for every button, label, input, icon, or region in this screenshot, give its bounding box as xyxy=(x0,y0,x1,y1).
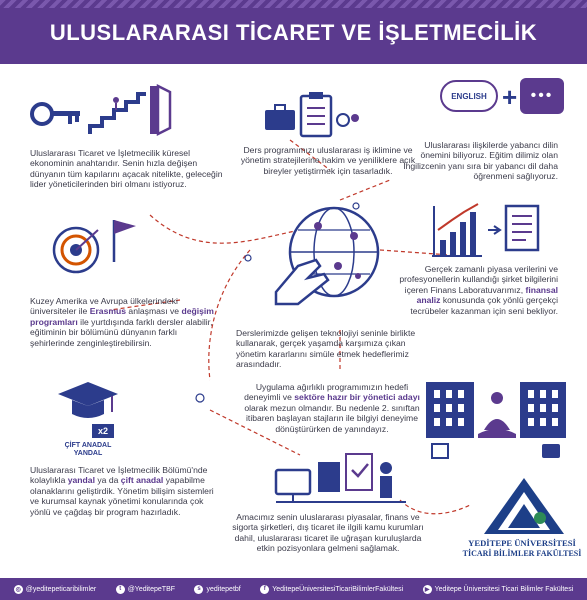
snapchat-handle: yeditepetbf xyxy=(206,585,241,593)
building-meditation-icon xyxy=(422,372,572,472)
instagram-handle: @yeditepeticaribilimler xyxy=(25,585,97,593)
manager-highlight: sektöre hazır bir yönetici adayı xyxy=(294,392,420,403)
graduation-cap-icon xyxy=(58,376,118,426)
briefcase-clipboard-icon xyxy=(265,92,365,142)
erasmus-highlight: Erasmus xyxy=(89,306,127,317)
double-text-part: yapabilme olanaklarını geliştirdik. Yönetim bilişim sistemleri ve kurumsal kaynak yönetimi konularında çok yönlü ve çağdaş bir program hazırladık. xyxy=(30,475,214,517)
snapchat-icon: s xyxy=(194,585,203,594)
double-major-label xyxy=(48,442,128,458)
office-desk-icon xyxy=(276,448,406,508)
university-logo-icon xyxy=(484,478,564,536)
internship-text xyxy=(242,382,422,434)
internship-text-part: Uygulama ağırlıklı programımızın hedefi deneyimli ve xyxy=(244,382,409,403)
globe-hand-icon xyxy=(268,196,388,316)
x2-badge: x2 xyxy=(92,424,114,438)
facebook-icon: f xyxy=(260,585,269,594)
page-title: ULUSLARARASI TİCARET VE İŞLETMECİLİK xyxy=(49,20,538,45)
minor-highlight: yandal xyxy=(67,475,95,486)
career-stairs-icon xyxy=(28,82,188,142)
chart-document-icon xyxy=(432,200,552,260)
footer-item-instagram[interactable] xyxy=(14,585,97,594)
program-text: Ders programımızı uluslararası iş iklimine ve yönetim stratejilerine hakim ve yeniliklere açık bireyler yetiştirmek için tasarladık. xyxy=(240,145,416,176)
chat-bubble-icon: ••• xyxy=(520,78,564,114)
footer-item-twitter[interactable] xyxy=(116,585,175,594)
exchange-highlight: değişim programları xyxy=(30,306,214,327)
footer-item-facebook[interactable] xyxy=(260,585,403,594)
language-text: Uluslararası ilişkilerde yabancı dilin önemini biliyoruz. Eğitim dilimiz olan İngilizcenin yanı sıra bir yabancı dil daha öğrenmeni sağlıyoruz. xyxy=(403,140,558,182)
footer-item-snapchat[interactable] xyxy=(194,585,240,594)
double-text-part: ya da xyxy=(97,475,119,486)
erasmus-text xyxy=(30,296,220,348)
twitter-icon: t xyxy=(116,585,125,594)
footer-item-youtube[interactable] xyxy=(423,585,574,594)
twitter-handle: @YeditepeTBF xyxy=(127,585,176,593)
tech-text: Derslerimizde gelişen teknolojiyi seninle birlikte kullanarak, gerçek yaşamda karşımıza çıkan yönetim kararlarını simüle etmek hedeflerimiz arasındadır. xyxy=(236,328,416,370)
double-major-text xyxy=(30,465,222,517)
erasmus-text-part: anlaşması ve xyxy=(128,306,180,317)
facebook-handle: YeditepeÜniversitesiTicariBilimlerFakültesi xyxy=(272,585,404,593)
faculty-name: TİCARİ BİLİMLER FAKÜLTESİ xyxy=(462,549,582,558)
english-bubble: ENGLISH xyxy=(440,80,498,112)
plus-sign: + xyxy=(502,82,518,112)
finance-text-part: Gerçek zamanlı piyasa verilerini ve profesyonellerin kullandığı şirket bilgilerini içeren Finans Laboratuvarımız, xyxy=(399,264,558,295)
career-text: Amacımız senin uluslararası piyasalar, finans ve sigorta şirketleri, dış ticaret ile ilgili kamu kurumları dahil, uluslararası ticaret ile uğraşan kuruluşlarda etkin pozisyonlara gelmeni sağlamak. xyxy=(232,512,424,554)
minor-label-line: YANDAL xyxy=(73,450,103,457)
erasmus-text-part: Kuzey Amerika ve Avrupa ülkelerindeki üniversiteler ile xyxy=(30,296,178,317)
double-major-highlight: çift anadal xyxy=(120,475,164,486)
erasmus-text-part: ile yurtdışında farklı dersler alabilir, eğitiminin bir bölümünü dünyanın farklı şehirlerinde zenginleştirebilirsin. xyxy=(30,316,213,348)
youtube-handle: Yeditepe Üniversitesi Ticari Bilimler Fakültesi xyxy=(434,585,574,593)
social-footer xyxy=(0,578,587,600)
youtube-icon: ▶ xyxy=(423,585,432,594)
finance-highlight: finansal analiz xyxy=(416,284,558,306)
finance-text xyxy=(398,264,558,316)
internship-text-part: olarak mezun olmandır. Bu nedenle 2. sınıftan itibaren başlayan stajların ile bilgiyi deneyime dönüştürürken de yanındayız. xyxy=(244,402,420,434)
double-text-part: Uluslararası Ticaret ve İşletmecilik Bölümü'nde kolaylıkla xyxy=(30,465,208,486)
university-name: YEDİTEPE ÜNİVERSİTESİ xyxy=(468,538,576,548)
target-flag-icon xyxy=(48,218,138,278)
intro-text: Uluslararası Ticaret ve İşletmecilik küresel ekonominin anahtarıdır. Senin hızla değişen dünyanın tüm kapılarını açacak nitelikte, geleceğin lider yöneticilerinden biri olmanı istiyoruz. xyxy=(30,148,223,190)
double-major-label-line: ÇİFT ANADAL xyxy=(64,442,112,449)
instagram-icon: ◎ xyxy=(15,586,21,593)
finance-text-part: konusunda çok yönlü gerçekçi tecrübeler kazanman için seni bekliyor. xyxy=(410,295,558,316)
